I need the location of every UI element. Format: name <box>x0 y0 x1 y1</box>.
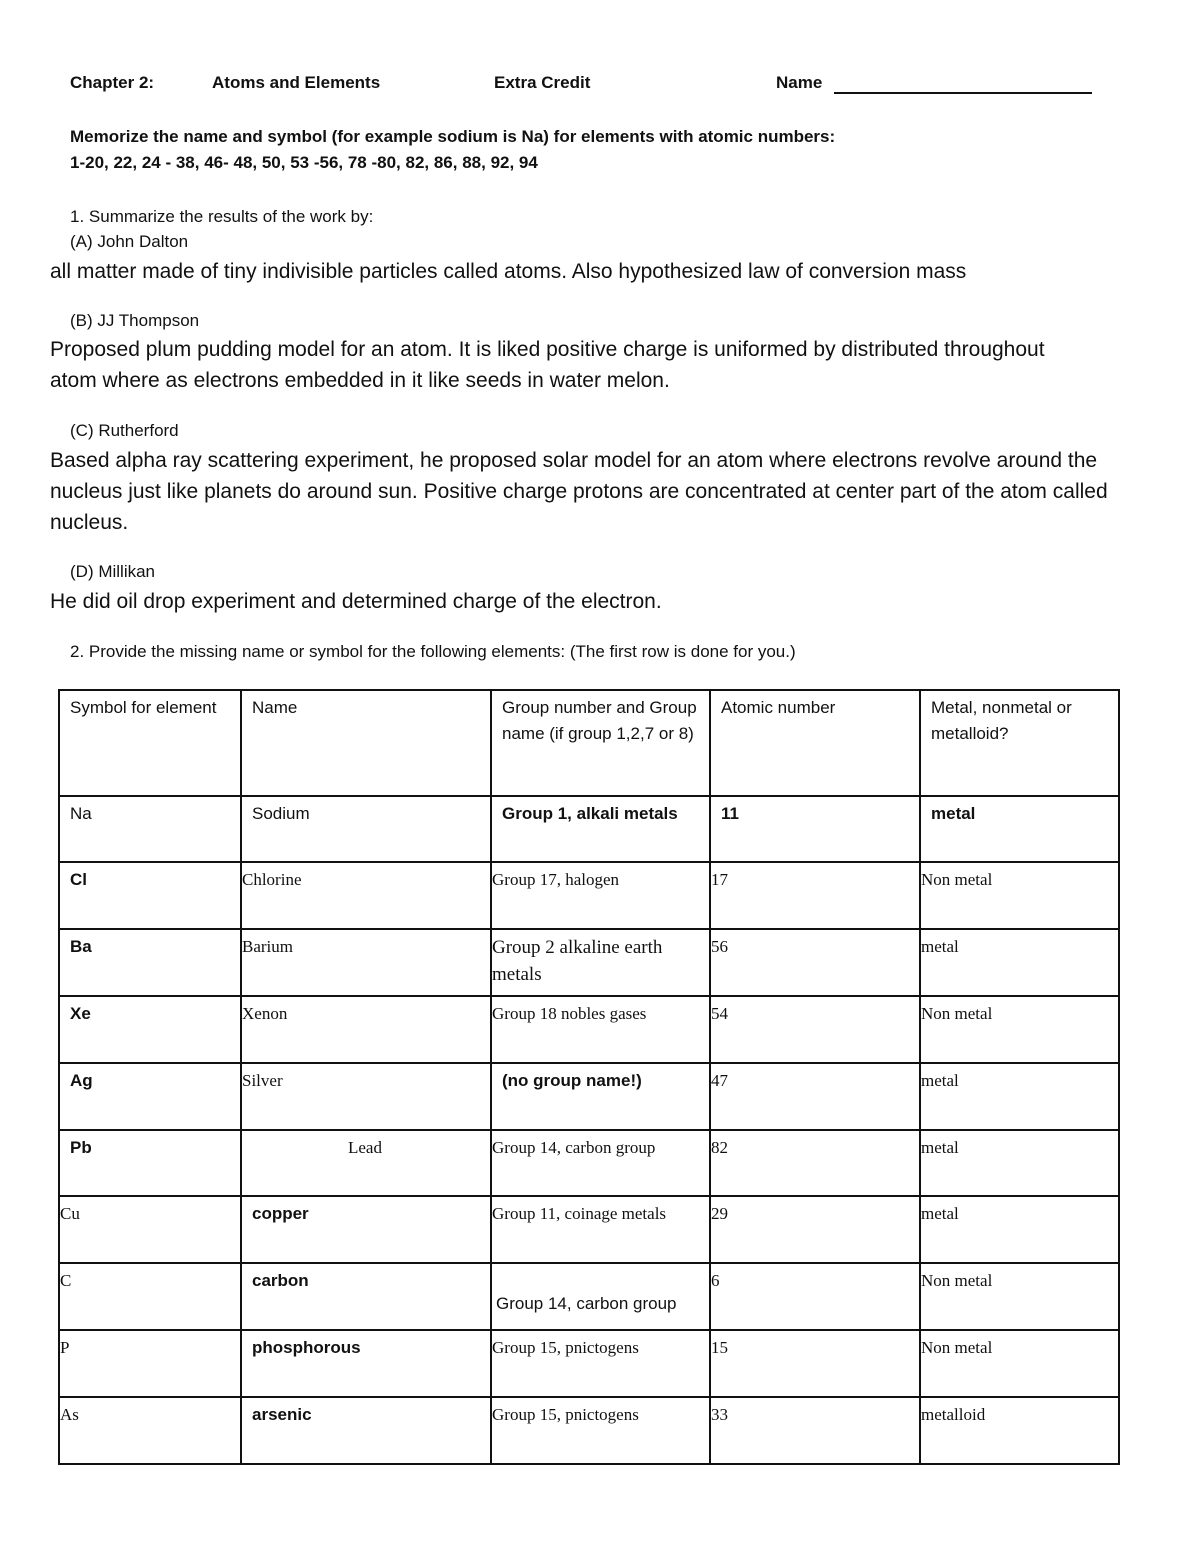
header-name: Name <box>241 690 491 796</box>
cell-classification: metal <box>920 796 1119 862</box>
millikan-answer: He did oil drop experiment and determined charge of the electron. <box>50 590 662 613</box>
cell-symbol: Ba <box>59 929 241 996</box>
cell-classification: metalloid <box>920 1397 1119 1464</box>
name-blank-line <box>834 92 1092 94</box>
cell-group: Group 1, alkali metals <box>491 796 710 862</box>
cell-classification: Non metal <box>920 996 1119 1063</box>
cell-atomic-number: 17 <box>710 862 920 929</box>
cell-group: Group 15, pnictogens <box>491 1397 710 1464</box>
rutherford-answer: Based alpha ray scattering experiment, he proposed solar model for an atom where electrons revolve around the nucleus just like planets do around sun. Positive charge protons are concentrated at center part of the atom called nucleus. <box>50 449 1108 534</box>
header-symbol: Symbol for element <box>59 690 241 796</box>
table-row <box>59 1263 1119 1330</box>
table-row <box>59 796 1119 862</box>
cell-classification: Non metal <box>920 1263 1119 1330</box>
chapter-label: Chapter 2: <box>70 73 155 92</box>
cell-name: Xenon <box>241 996 491 1063</box>
cell-atomic-number: 56 <box>710 929 920 996</box>
dalton-answer: all matter made of tiny indivisible particles called atoms. Also hypothesized law of conversion mass <box>50 260 967 283</box>
cell-group: Group 2 alkaline earth metals <box>491 929 710 996</box>
cell-symbol: Na <box>59 796 241 862</box>
table-row <box>59 1330 1119 1397</box>
table-row <box>59 1063 1119 1130</box>
cell-atomic-number: 47 <box>710 1063 920 1130</box>
cell-symbol: Cl <box>59 862 241 929</box>
cell-name: Sodium <box>241 796 491 862</box>
cell-name: Silver <box>241 1063 491 1130</box>
cell-symbol: C <box>59 1263 241 1330</box>
cell-group: (no group name!) <box>491 1063 710 1130</box>
rutherford-label: (C) Rutherford <box>70 421 179 440</box>
cell-group: Group 15, pnictogens <box>491 1330 710 1397</box>
header-group: Group number and Group name (if group 1,2,7 or 8) <box>491 690 710 796</box>
cell-classification: Non metal <box>920 862 1119 929</box>
cell-atomic-number: 82 <box>710 1130 920 1196</box>
question-1-prompt: 1. Summarize the results of the work by: <box>70 207 374 226</box>
cell-classification: metal <box>920 1063 1119 1130</box>
table-row <box>59 1397 1119 1464</box>
cell-symbol: Pb <box>59 1130 241 1196</box>
cell-classification: metal <box>920 1130 1119 1196</box>
table-row <box>59 1130 1119 1196</box>
cell-symbol: Cu <box>59 1196 241 1263</box>
cell-atomic-number: 11 <box>710 796 920 862</box>
cell-group: Group 11, coinage metals <box>491 1196 710 1263</box>
cell-symbol: Ag <box>59 1063 241 1130</box>
cell-group: Group 14, carbon group <box>491 1263 710 1330</box>
table-row <box>59 996 1119 1063</box>
cell-symbol: P <box>59 1330 241 1397</box>
cell-name: phosphorous <box>241 1330 491 1397</box>
memorize-instructions: Memorize the name and symbol (for example sodium is Na) for elements with atomic numbers: <box>70 127 836 146</box>
cell-atomic-number: 6 <box>710 1263 920 1330</box>
cell-atomic-number: 15 <box>710 1330 920 1397</box>
cell-atomic-number: 54 <box>710 996 920 1063</box>
cell-classification: metal <box>920 1196 1119 1263</box>
topic-title: Atoms and Elements <box>212 73 381 92</box>
elements-table <box>58 689 1120 1465</box>
header-classification: Metal, nonmetal or metalloid? <box>920 690 1119 796</box>
cell-atomic-number: 33 <box>710 1397 920 1464</box>
cell-name: copper <box>241 1196 491 1263</box>
thompson-answer: Proposed plum pudding model for an atom. It is liked positive charge is uniformed by distributed throughout atom where as electrons embedded in it like seeds in water melon. <box>50 338 1045 392</box>
cell-group: Group 18 nobles gases <box>491 996 710 1063</box>
table-row <box>59 862 1119 929</box>
cell-symbol: As <box>59 1397 241 1464</box>
dalton-label: (A) John Dalton <box>70 232 189 251</box>
cell-group: Group 14, carbon group <box>491 1130 710 1196</box>
cell-name: arsenic <box>241 1397 491 1464</box>
table-row <box>59 929 1119 996</box>
cell-name: Lead <box>241 1130 491 1196</box>
atomic-number-list: 1-20, 22, 24 - 38, 46- 48, 50, 53 -56, 78 -80, 82, 86, 88, 92, 94 <box>70 153 538 172</box>
table-header-row <box>59 690 1119 796</box>
thompson-label: (B) JJ Thompson <box>70 311 200 330</box>
name-label: Name <box>776 73 823 92</box>
cell-name: Chlorine <box>241 862 491 929</box>
table-row <box>59 1196 1119 1263</box>
extra-credit-label: Extra Credit <box>494 73 591 92</box>
cell-name: Barium <box>241 929 491 996</box>
cell-atomic-number: 29 <box>710 1196 920 1263</box>
cell-group: Group 17, halogen <box>491 862 710 929</box>
millikan-label: (D) Millikan <box>70 562 155 581</box>
cell-name: carbon <box>241 1263 491 1330</box>
header-atomic-number: Atomic number <box>710 690 920 796</box>
cell-classification: metal <box>920 929 1119 996</box>
cell-classification: Non metal <box>920 1330 1119 1397</box>
cell-symbol: Xe <box>59 996 241 1063</box>
question-2-prompt: 2. Provide the missing name or symbol for the following elements: (The first row is done for you.) <box>70 642 796 661</box>
